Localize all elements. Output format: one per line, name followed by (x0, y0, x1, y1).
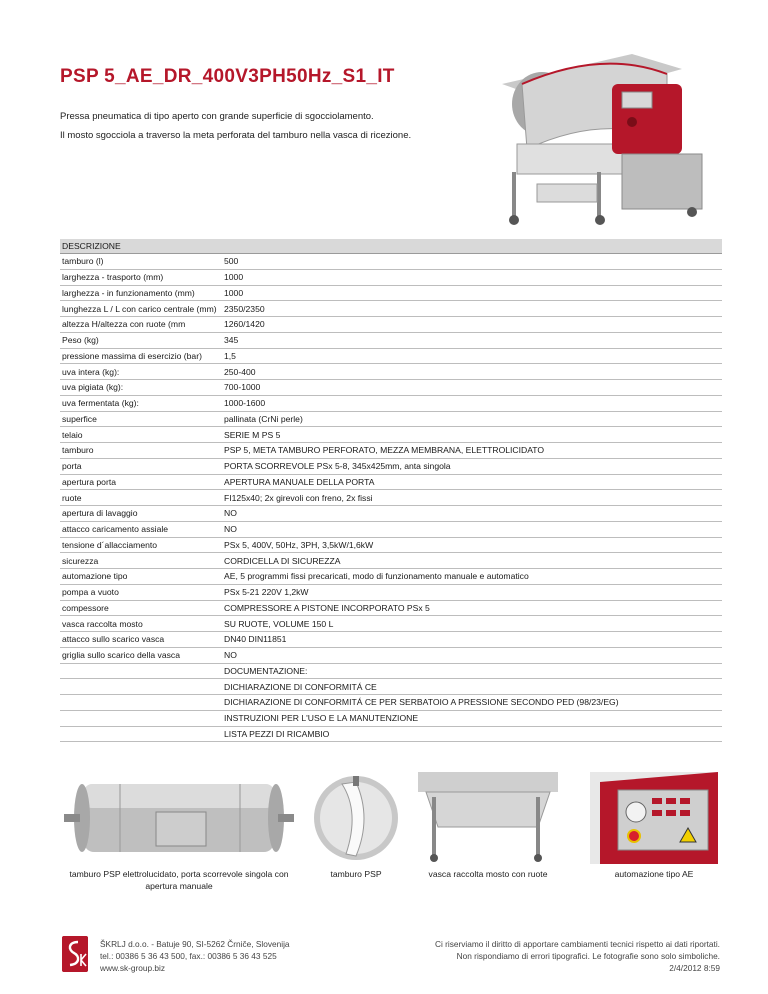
spec-value: 500 (222, 254, 722, 270)
spec-label: uva intera (kg): (60, 364, 222, 380)
spec-label: apertura porta (60, 474, 222, 490)
spec-label: apertura di lavaggio (60, 506, 222, 522)
spec-row (60, 506, 722, 522)
spec-value: DICHIARAZIONE DI CONFORMITÁ CE PER SERBATOIO A PRESSIONE SECONDO PED (98/23/EG) (222, 695, 722, 711)
spec-label: telaio (60, 427, 222, 443)
spec-value: 1260/1420 (222, 317, 722, 333)
spec-label (60, 695, 222, 711)
specification-table (60, 239, 722, 742)
spec-row (60, 695, 722, 711)
spec-value: PSx 5, 400V, 50Hz, 3PH, 3,5kW/1,6kW (222, 537, 722, 553)
spec-label: lunghezza L / L con carico centrale (mm) (60, 301, 222, 317)
spec-row (60, 474, 722, 490)
spec-label: compessore (60, 600, 222, 616)
spec-row (60, 726, 722, 742)
spec-label: larghezza - trasporto (mm) (60, 269, 222, 285)
spec-value: CORDICELLA DI SICUREZZA (222, 553, 722, 569)
spec-value: 1000 (222, 269, 722, 285)
spec-label: attacco sullo scarico vasca (60, 632, 222, 648)
automation-panel-image (590, 772, 718, 864)
spec-value: DN40 DIN11851 (222, 632, 722, 648)
spec-header-row (60, 239, 722, 254)
spec-value: APERTURA MANUALE DELLA PORTA (222, 474, 722, 490)
spec-value: NO (222, 521, 722, 537)
spec-row (60, 443, 722, 459)
spec-label: ruote (60, 490, 222, 506)
spec-row (60, 348, 722, 364)
spec-row (60, 632, 722, 648)
company-logo (62, 936, 88, 972)
spec-label: attacco caricamento assiale (60, 521, 222, 537)
spec-value: COMPRESSORE A PISTONE INCORPORATO PSx 5 (222, 600, 722, 616)
drum-electropolished-image (60, 772, 298, 864)
spec-value: PSP 5, META TAMBURO PERFORATO, MEZZA MEMBRANA, ELETTROLICIDATO (222, 443, 722, 459)
spec-row (60, 490, 722, 506)
spec-row (60, 616, 722, 632)
spec-label (60, 710, 222, 726)
spec-label: uva fermentata (kg): (60, 395, 222, 411)
rights-notice (435, 938, 720, 974)
spec-row (60, 269, 722, 285)
spec-label: vasca raccolta mosto (60, 616, 222, 632)
spec-label: tamburo (l) (60, 254, 222, 270)
spec-value: 1000-1600 (222, 395, 722, 411)
intro-line: Pressa pneumatica di tipo aperto con grande superficie di sgocciolamento. (60, 111, 374, 122)
spec-value: LISTA PEZZI DI RICAMBIO (222, 726, 722, 742)
must-tank-image (418, 772, 558, 864)
spec-header-value (222, 239, 722, 254)
intro-text (60, 107, 411, 145)
company-address (100, 938, 290, 974)
spec-value: SERIE M PS 5 (222, 427, 722, 443)
spec-row (60, 679, 722, 695)
company-line: ŠKRLJ d.o.o. - Batuje 90, SI-5262 Črniče, Slovenija (100, 939, 290, 949)
spec-label: Peso (kg) (60, 332, 222, 348)
spec-value: NO (222, 647, 722, 663)
spec-value: 250-400 (222, 364, 722, 380)
spec-label: pressione massima di esercizio (bar) (60, 348, 222, 364)
spec-value: SU RUOTE, VOLUME 150 L (222, 616, 722, 632)
spec-row (60, 411, 722, 427)
rights-line: Non rispondiamo di errori tipografici. Le fotografie sono solo simboliche. (456, 951, 720, 961)
intro-line: Il mosto sgocciola a traverso la meta perforata del tamburo nella vasca di ricezione. (60, 130, 412, 141)
spec-row (60, 301, 722, 317)
spec-row (60, 521, 722, 537)
spec-label: superfice (60, 411, 222, 427)
spec-label: tensione d´allacciamento (60, 537, 222, 553)
spec-value: DICHIARAZIONE DI CONFORMITÁ CE (222, 679, 722, 695)
spec-value: PSx 5-21 220V 1,2kW (222, 584, 722, 600)
spec-row (60, 600, 722, 616)
spec-label: automazione tipo (60, 569, 222, 585)
spec-value: DOCUMENTAZIONE: (222, 663, 722, 679)
caption-automation: automazione tipo AE (614, 869, 694, 879)
spec-label (60, 663, 222, 679)
document-date: 2/4/2012 8:59 (669, 963, 720, 973)
spec-row (60, 710, 722, 726)
spec-value: FI125x40; 2x girevoli con freno, 2x fissi (222, 490, 722, 506)
spec-label: porta (60, 458, 222, 474)
spec-row (60, 317, 722, 333)
spec-row (60, 553, 722, 569)
spec-value: pallinata (CrNi perle) (222, 411, 722, 427)
spec-label: sicurezza (60, 553, 222, 569)
spec-label (60, 726, 222, 742)
spec-row (60, 569, 722, 585)
press-product-image (482, 44, 722, 230)
caption-drum-electropolished: tamburo PSP elettrolucidato, porta scorrevole singola con apertura manuale (69, 869, 289, 891)
spec-value: 2350/2350 (222, 301, 722, 317)
caption-drum-psp: tamburo PSP (330, 869, 382, 879)
spec-value: AE, 5 programmi fissi precaricati, modo di funzionamento manuale e automatico (222, 569, 722, 585)
spec-row (60, 458, 722, 474)
spec-header-label: DESCRIZIONE (60, 239, 222, 254)
spec-row (60, 647, 722, 663)
caption-must-tank: vasca raccolta mosto con ruote (428, 869, 548, 879)
spec-row (60, 537, 722, 553)
spec-label: uva pigiata (kg): (60, 380, 222, 396)
spec-label: pompa a vuoto (60, 584, 222, 600)
spec-label: altezza H/altezza con ruote (mm (60, 317, 222, 333)
spec-value: 700-1000 (222, 380, 722, 396)
spec-row (60, 395, 722, 411)
spec-label (60, 679, 222, 695)
spec-label: tamburo (60, 443, 222, 459)
company-website: www.sk-group.biz (100, 963, 166, 973)
spec-value: 1,5 (222, 348, 722, 364)
spec-row (60, 332, 722, 348)
spec-row (60, 663, 722, 679)
spec-value: 345 (222, 332, 722, 348)
company-line: tel.: 00386 5 36 43 500, fax.: 00386 5 36 43 525 (100, 951, 277, 961)
spec-label: griglia sullo scarico della vasca (60, 647, 222, 663)
document-title: PSP 5_AE_DR_400V3PH50Hz_S1_IT (60, 66, 395, 87)
rights-line: Ci riserviamo il diritto di apportare cambiamenti tecnici rispetto ai dati riportati. (435, 939, 720, 949)
spec-row (60, 285, 722, 301)
spec-row (60, 427, 722, 443)
spec-value: INSTRUZIONI PER L'USO E LA MANUTENZIONE (222, 710, 722, 726)
spec-value: NO (222, 506, 722, 522)
spec-row (60, 364, 722, 380)
spec-row (60, 380, 722, 396)
spec-value: PORTA SCORREVOLE PSx 5-8, 345x425mm, anta singola (222, 458, 722, 474)
spec-row (60, 584, 722, 600)
spec-label: larghezza - in funzionamento (mm) (60, 285, 222, 301)
spec-value: 1000 (222, 285, 722, 301)
drum-psp-image (312, 772, 400, 864)
spec-row (60, 254, 722, 270)
